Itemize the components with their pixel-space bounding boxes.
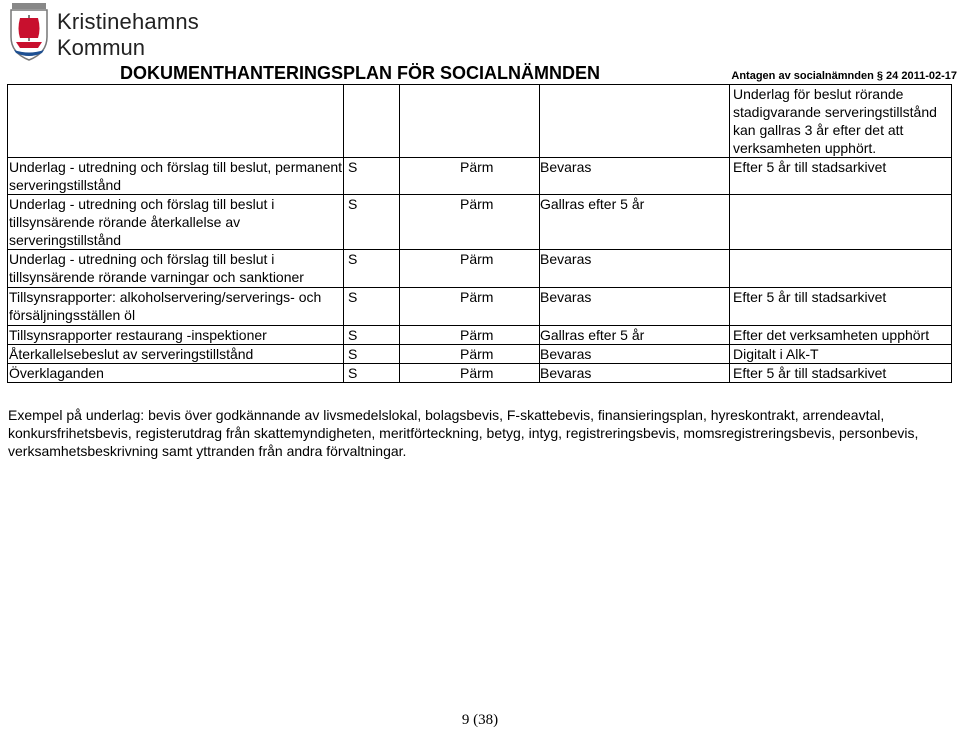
cell-retention: Bevaras (540, 158, 730, 195)
table-row (8, 326, 952, 345)
cell-document-type: Återkallelsebeslut av serveringstillstånd (8, 345, 344, 364)
document-plan-table (7, 84, 952, 383)
org-name-line2: Kommun (57, 35, 146, 60)
cell-note: Efter det verksamheten upphört (730, 326, 952, 345)
table-row (8, 364, 952, 383)
cell-document-type: Tillsynsrapporter restaurang -inspektioner (8, 326, 344, 345)
cell-retention: Gallras efter 5 år (540, 195, 730, 250)
cell-storage: Pärm (400, 326, 540, 345)
cell-document-type (8, 85, 344, 158)
cell-retention: Bevaras (540, 345, 730, 364)
cell-medium: S (344, 326, 400, 345)
cell-note: Efter 5 år till stadsarkivet (730, 288, 952, 326)
cell-medium: S (344, 288, 400, 326)
cell-note (730, 195, 952, 250)
cell-retention: Bevaras (540, 250, 730, 288)
cell-document-type: Underlag - utredning och förslag till beslut, permanent serveringstillstånd (9, 159, 343, 193)
table-row (8, 195, 952, 250)
cell-document-type: Överklaganden (8, 364, 344, 383)
approval-note: Antagen av socialnämnden § 24 2011-02-17 (731, 70, 957, 82)
table-row (8, 85, 952, 158)
cell-storage: Pärm (400, 158, 540, 195)
cell-retention: Bevaras (540, 288, 730, 326)
cell-document-type: Underlag - utredning och förslag till beslut i tillsynsärende rörande återkallelse av serveringstillstånd (8, 195, 344, 250)
cell-storage (400, 85, 540, 158)
cell-retention (540, 85, 730, 158)
page-number: 9 (38) (461, 712, 499, 728)
cell-retention: Bevaras (540, 364, 730, 383)
cell-note: Efter 5 år till stadsarkivet (730, 364, 952, 383)
cell-medium: S (344, 158, 400, 195)
cell-note: Digitalt i Alk-T (730, 345, 952, 364)
cell-medium: S (344, 195, 400, 250)
cell-storage: Pärm (400, 195, 540, 250)
cell-retention: Gallras efter 5 år (540, 326, 730, 345)
org-name-line1: Kristinehamns (57, 9, 199, 34)
table-row (8, 250, 952, 288)
cell-note: Underlag för beslut rörande stadigvarande serveringstillstånd kan gallras 3 år efter det att verksamheten upphört. (730, 85, 952, 158)
cell-document-type: Tillsynsrapporter: alkoholservering/serverings- och försäljningsställen öl (8, 288, 344, 326)
cell-storage: Pärm (400, 288, 540, 326)
table-row (8, 345, 952, 364)
cell-medium: S (344, 345, 400, 364)
cell-note (730, 250, 952, 288)
page-title: DOKUMENTHANTERINGSPLAN FÖR SOCIALNÄMNDEN (120, 63, 600, 83)
table-row (8, 158, 952, 195)
cell-note: Efter 5 år till stadsarkivet (730, 158, 952, 195)
cell-storage: Pärm (400, 364, 540, 383)
examples-paragraph: Exempel på underlag: bevis över godkännande av livsmedelslokal, bolagsbevis, F-skattebevis, finansieringsplan, hyreskontrakt, arrendeavtal, konkursfrihetsbevis, registerutdrag från skattemyndigheten, meritförteckning, betyg, intyg, registreringsbevis, momsregistreringsbevis, personbevis, verksamhetsbeskrivning samt yttranden från andra förvaltningar. (8, 407, 919, 459)
cell-document-type: Underlag - utredning och förslag till beslut i tillsynsärende rörande varningar och sanktioner (8, 250, 344, 288)
cell-storage: Pärm (400, 345, 540, 364)
cell-medium (344, 85, 400, 158)
cell-medium: S (344, 364, 400, 383)
cell-medium: S (344, 250, 400, 288)
cell-storage: Pärm (400, 250, 540, 288)
ship-shield-icon (8, 3, 50, 61)
table-row (8, 288, 952, 326)
